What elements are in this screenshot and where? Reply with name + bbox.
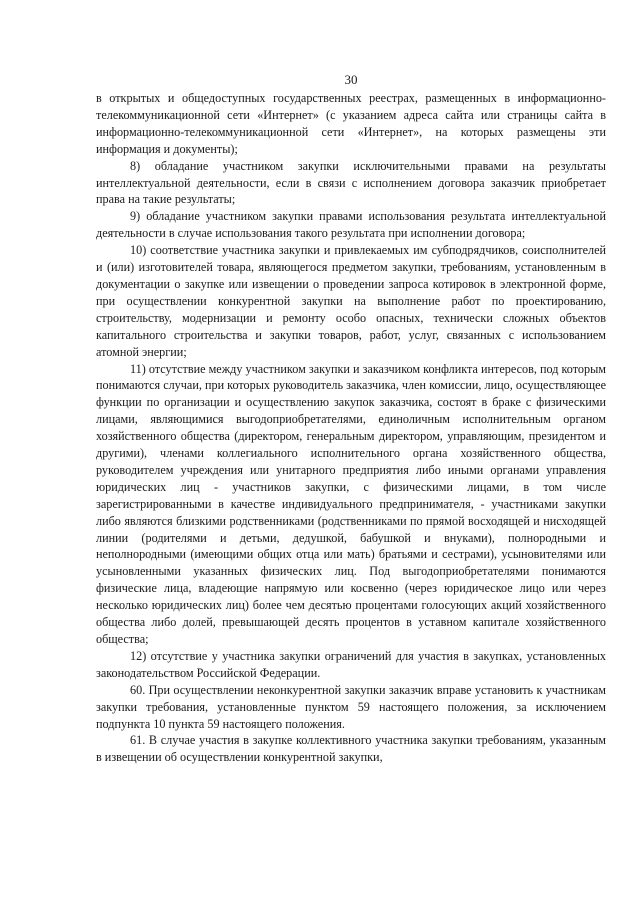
paragraph-continuation: в открытых и общедоступных государственных реестрах, размещенных в информационно-телекоммуникационной сети «Интернет» (с указанием адреса сайта или страницы сайта в информационно-телекоммуникационной сети «Интернет», на которых размещены эти информация и документы); (96, 91, 606, 156)
paragraph-point-60: 60. При осуществлении неконкурентной закупки заказчик вправе установить к участникам закупки требования, установленные пунктом 59 настоящего положения, за исключением подпункта 10 пункта 59 настоящего положения. (96, 682, 606, 731)
paragraph-item-10: 10) соответствие участника закупки и привлекаемых им субподрядчиков, соисполнителей и (или) изготовителей товара, являющегося предметом закупки, требованиям, установленным в документации о закупке или извещении о проведении запроса котировок в электронной форме, при осуществлении конкурентной закупки на выполнение работ по проектированию, строительству, модернизации и ремонту особо опасных, технически сложных объектов капитального строительства и закупки товаров, работ, услуг, связанных с использованием атомной энергии; (96, 243, 606, 359)
paragraph-item-8: 8) обладание участником закупки исключительными правами на результаты интеллектуальной деятельности, если в связи с исполнением договора заказчик приобретает права на такие результаты; (96, 158, 606, 207)
document-page (96, 72, 606, 766)
page-number: 30 (344, 72, 358, 87)
paragraph-item-11: 11) отсутствие между участником закупки и заказчиком конфликта интересов, под которым понимаются случаи, при которых руководитель заказчика, член комиссии, лицо, осуществляющее функции по организации и осуществлению закупок заказчика, состоят в браке с физическими лицами, являющимися выгодоприобретателями, единоличным исполнительным органом хозяйственного общества (директором, генеральным директором, управляющим, президентом и другими), членами коллегиального исполнительного органа хозяйственного общества, руководителем учреждения или унитарного предприятия либо иными органами управления юридических лиц - участников закупки, с физическими лицами, в том числе зарегистрированными в качестве индивидуального предпринимателя, - участниками закупки либо являются близкими родственниками (родственниками по прямой восходящей и нисходящей линии (родителями и детьми, дедушкой, бабушкой и внуками), полнородными и неполнородными (имеющими общих отца или мать) братьями и сестрами), усыновителями или усыновленными указанных физических лиц. Под выгодоприобретателями понимаются физические лица, владеющие напрямую или косвенно (через юридическое лицо или через несколько юридических лиц) более чем десятью процентами голосующих акций хозяйственного общества либо долей, превышающей десять процентов в уставном капитале хозяйственного общества; (96, 361, 606, 646)
paragraph-item-12: 12) отсутствие у участника закупки ограничений для участия в закупках, установленных законодательством Российской Федерации. (96, 648, 606, 680)
paragraph-point-61: 61. В случае участия в закупке коллективного участника закупки требованиям, указанным в извещении об осуществлении конкурентной закупки, (96, 733, 606, 765)
paragraph-item-9: 9) обладание участником закупки правами использования результата интеллектуальной деятельности в случае использования такого результата при исполнении договора; (96, 209, 606, 241)
